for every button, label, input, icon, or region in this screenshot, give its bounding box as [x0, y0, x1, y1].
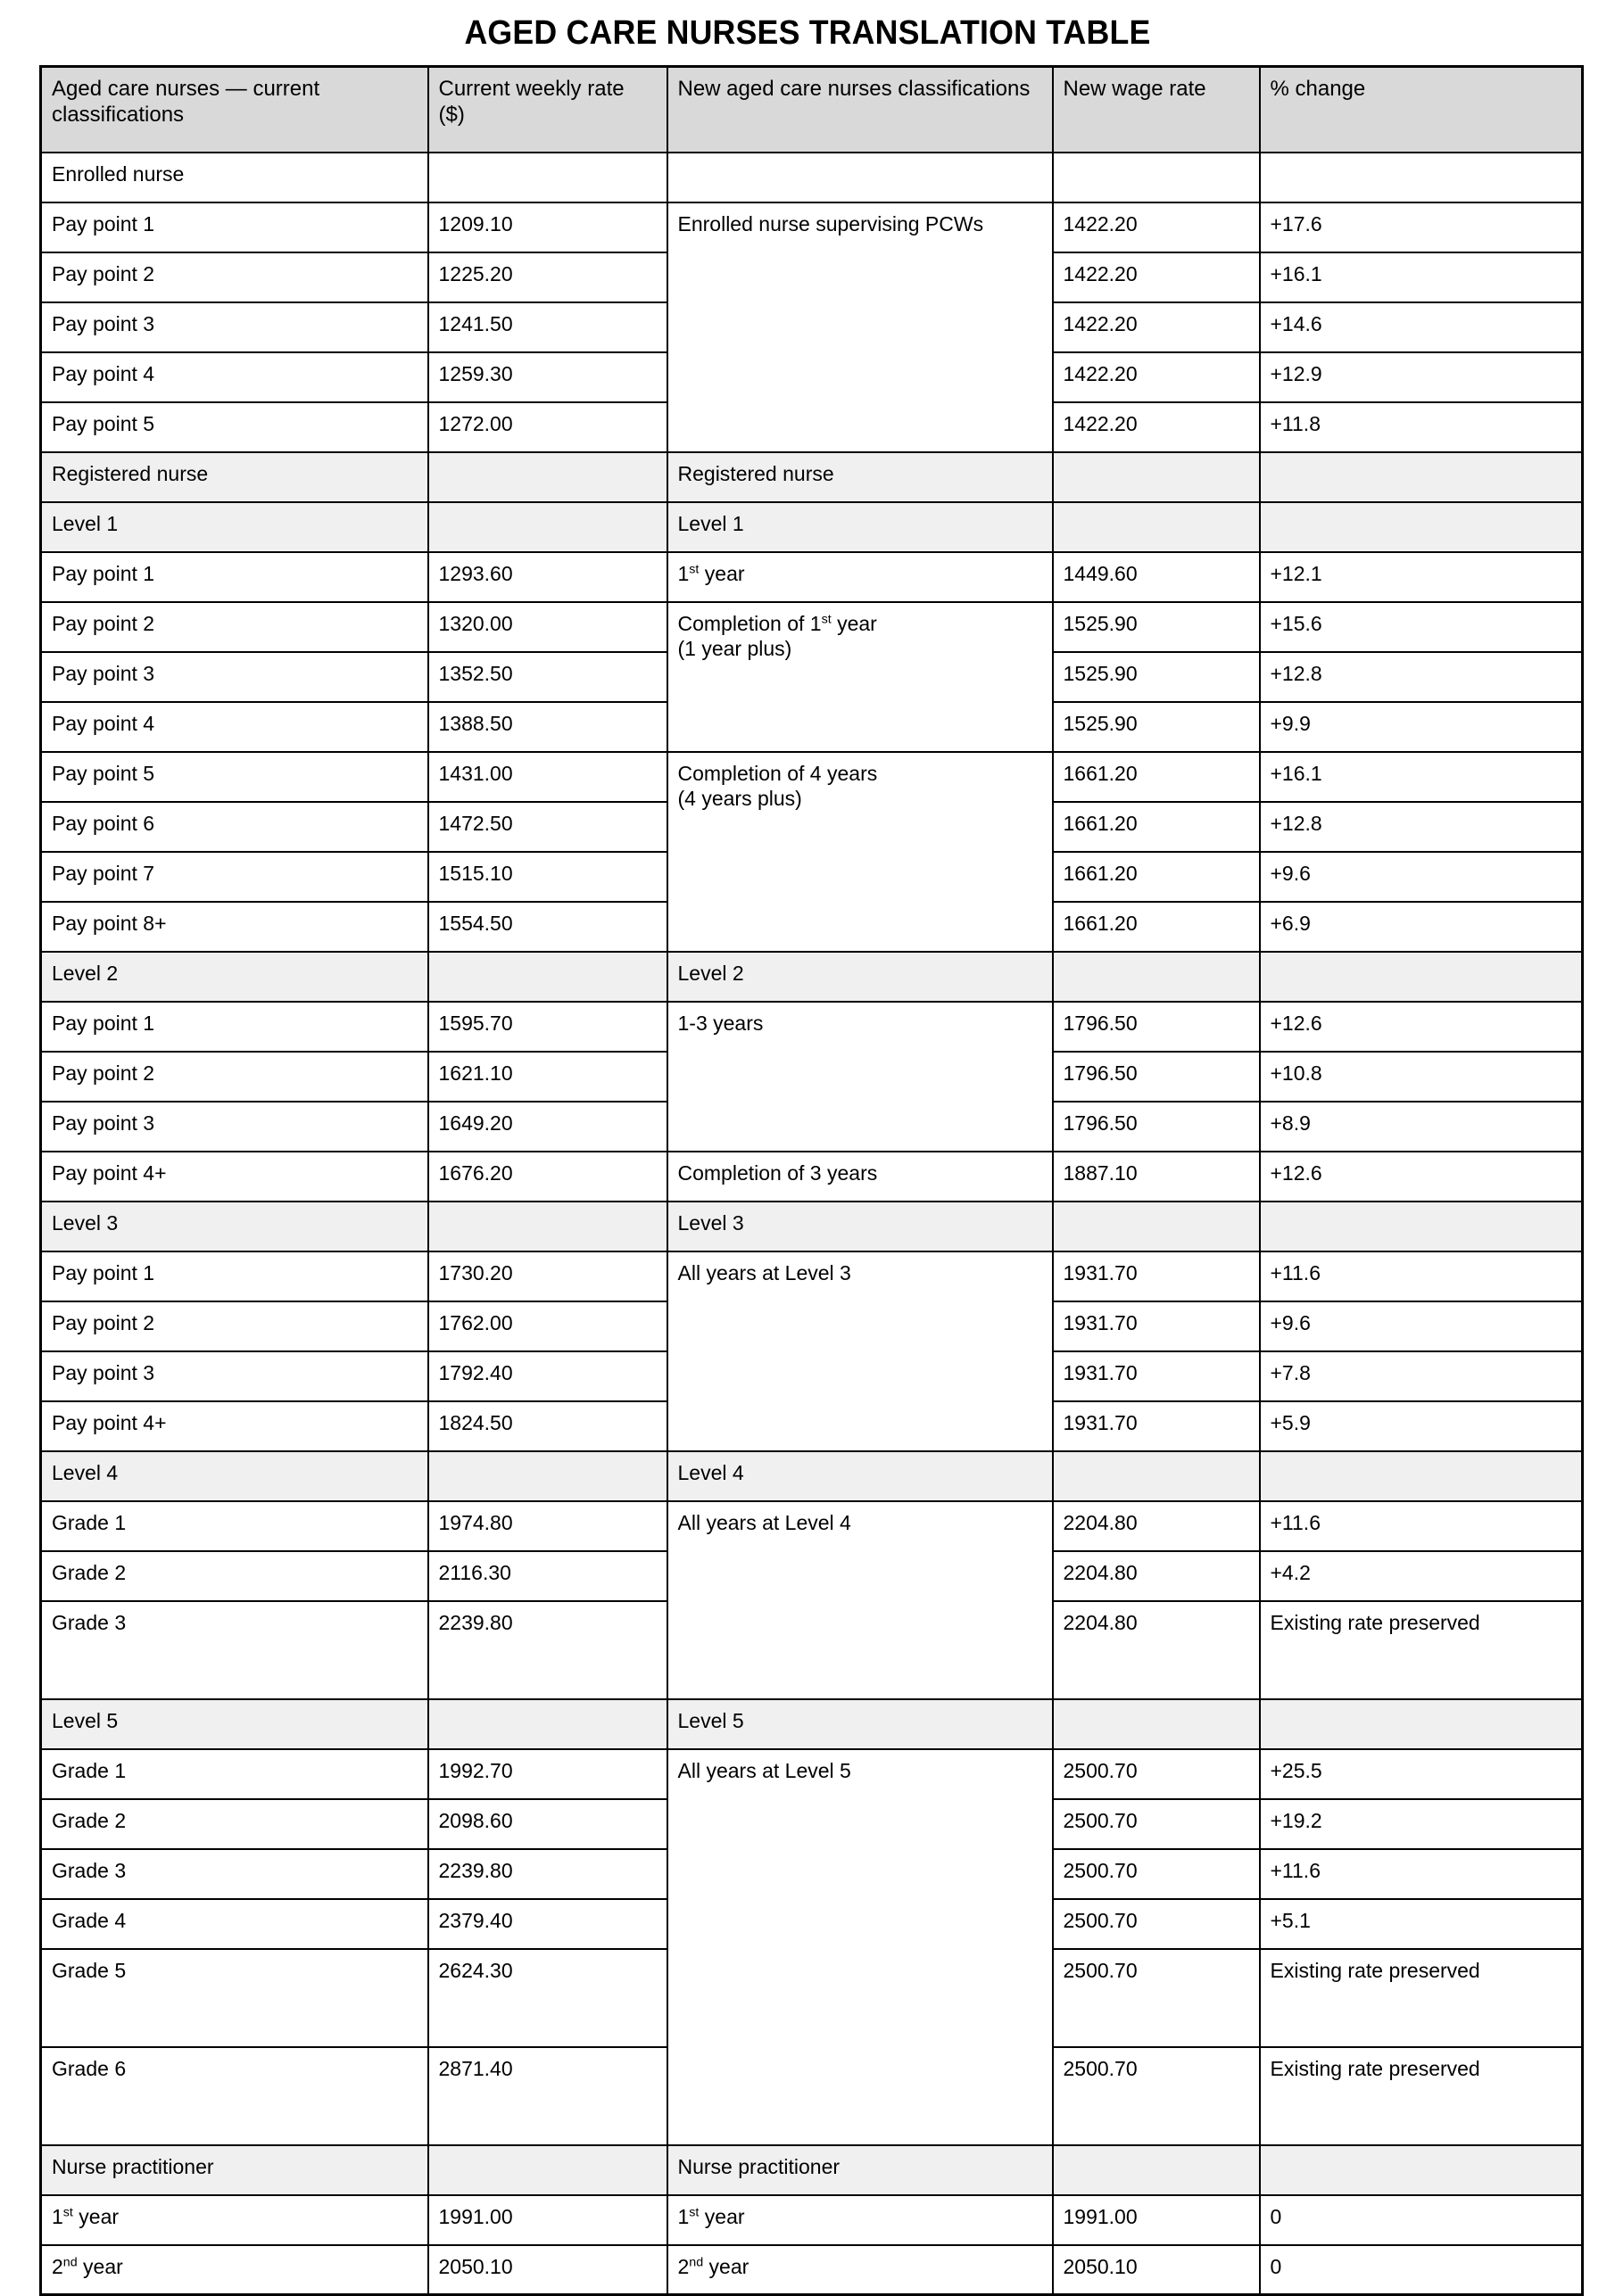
cell-classification: Pay point 6 [41, 802, 428, 852]
empty-cell [1260, 502, 1583, 552]
cell-new-rate: 2204.80 [1053, 1501, 1260, 1551]
cell-current-rate: 1676.20 [428, 1152, 667, 1202]
cell-classification: Pay point 3 [41, 302, 428, 352]
cell-classification: Grade 1 [41, 1749, 428, 1799]
cell-percent-change: +12.6 [1260, 1002, 1583, 1052]
cell-new-rate: 2500.70 [1053, 1849, 1260, 1899]
empty-cell [428, 1699, 667, 1749]
cell-current-rate: 1974.80 [428, 1501, 667, 1551]
cell-new-rate: 1887.10 [1053, 1152, 1260, 1202]
cell-current-rate: 1225.20 [428, 252, 667, 302]
cell-classification: Pay point 3 [41, 652, 428, 702]
table-row [41, 752, 1583, 802]
cell-percent-change: 0 [1260, 2245, 1583, 2295]
cell-new-classification-group: Completion of 3 years [667, 1152, 1053, 1202]
cell-percent-change: +19.2 [1260, 1799, 1583, 1849]
cell-current-rate: 1991.00 [428, 2195, 667, 2245]
cell-current-rate: 1388.50 [428, 702, 667, 752]
cell-new-rate: 1661.20 [1053, 852, 1260, 902]
section-header-level-3 [41, 1202, 1583, 1251]
cell-new-rate: 1422.20 [1053, 202, 1260, 252]
cell-new-rate: 1931.70 [1053, 1351, 1260, 1401]
cell-current-rate: 2379.40 [428, 1899, 667, 1949]
cell-current-rate: 1992.70 [428, 1749, 667, 1799]
empty-cell [428, 1451, 667, 1501]
empty-cell [428, 1202, 667, 1251]
empty-cell [667, 153, 1053, 202]
cell-percent-change: +12.8 [1260, 652, 1583, 702]
cell-percent-change: +11.6 [1260, 1849, 1583, 1899]
section-header-enrolled-nurse [41, 153, 1583, 202]
empty-cell [1260, 1451, 1583, 1501]
cell-current-rate: 2871.40 [428, 2047, 667, 2145]
cell-classification: Pay point 1 [41, 1002, 428, 1052]
cell-percent-change: +14.6 [1260, 302, 1583, 352]
section-label-level2-current: Level 2 [41, 952, 428, 1002]
empty-cell [1260, 2145, 1583, 2195]
section-header-level-1 [41, 502, 1583, 552]
cell-new-classification-group [667, 752, 1053, 952]
np-second-year-current: 2nd year [52, 2254, 123, 2278]
cell-new-rate: 1796.50 [1053, 1002, 1260, 1052]
cell-percent-change: Existing rate preserved [1260, 1601, 1583, 1699]
cell-classification [41, 2245, 428, 2295]
cell-classification: Grade 2 [41, 1551, 428, 1601]
cell-classification: Pay point 3 [41, 1102, 428, 1152]
section-label-registered-nurse-current: Registered nurse [41, 452, 428, 502]
cell-classification: Grade 3 [41, 1849, 428, 1899]
section-label-level2-new: Level 2 [667, 952, 1053, 1002]
cell-new-rate: 1422.20 [1053, 252, 1260, 302]
empty-cell [428, 452, 667, 502]
cell-current-rate: 1472.50 [428, 802, 667, 852]
section-label-level1-new: Level 1 [667, 502, 1053, 552]
section-label-np-current: Nurse practitioner [41, 2145, 428, 2195]
empty-cell [428, 153, 667, 202]
section-label-registered-nurse-new: Registered nurse [667, 452, 1053, 502]
cell-classification: Pay point 2 [41, 1052, 428, 1102]
column-header-new-wage-rate: New wage rate [1053, 67, 1260, 153]
cell-current-rate: 1431.00 [428, 752, 667, 802]
section-label-enrolled-nurse: Enrolled nurse [41, 153, 428, 202]
section-label-level5-current: Level 5 [41, 1699, 428, 1749]
cell-classification: Pay point 4+ [41, 1401, 428, 1451]
cell-new-rate: 1661.20 [1053, 902, 1260, 952]
cell-new-rate: 1525.90 [1053, 652, 1260, 702]
cell-percent-change: +5.9 [1260, 1401, 1583, 1451]
cell-new-rate: 2500.70 [1053, 1899, 1260, 1949]
cell-percent-change: +12.1 [1260, 552, 1583, 602]
empty-cell [428, 2145, 667, 2195]
cell-new-rate: 1422.20 [1053, 402, 1260, 452]
cell-new-classification-group: Enrolled nurse supervising PCWs [667, 202, 1053, 452]
section-label-np-new: Nurse practitioner [667, 2145, 1053, 2195]
cell-percent-change: +10.8 [1260, 1052, 1583, 1102]
cell-current-rate: 1762.00 [428, 1301, 667, 1351]
cell-current-rate: 1209.10 [428, 202, 667, 252]
cell-percent-change: +7.8 [1260, 1351, 1583, 1401]
cell-percent-change: +17.6 [1260, 202, 1583, 252]
empty-cell [1260, 1699, 1583, 1749]
cell-classification: Pay point 1 [41, 202, 428, 252]
cell-current-rate: 1272.00 [428, 402, 667, 452]
section-header-level-2 [41, 952, 1583, 1002]
section-label-level4-current: Level 4 [41, 1451, 428, 1501]
cell-percent-change: +9.6 [1260, 1301, 1583, 1351]
column-header-current-weekly-rate: Current weekly rate ($) [428, 67, 667, 153]
cell-current-rate: 1792.40 [428, 1351, 667, 1401]
cell-new-rate: 1422.20 [1053, 302, 1260, 352]
cell-current-rate: 1649.20 [428, 1102, 667, 1152]
column-header-current-classifications: Aged care nurses — current classifications [41, 67, 428, 153]
section-header-level-5 [41, 1699, 1583, 1749]
cell-classification: Pay point 1 [41, 1251, 428, 1301]
cell-classification: Grade 6 [41, 2047, 428, 2145]
page-title: AGED CARE NURSES TRANSLATION TABLE [464, 14, 1151, 52]
section-label-level1-current: Level 1 [41, 502, 428, 552]
np-first-year-current: 1st year [52, 2204, 120, 2228]
cell-current-rate: 2239.80 [428, 1849, 667, 1899]
cell-current-rate: 1352.50 [428, 652, 667, 702]
cell-percent-change: +9.6 [1260, 852, 1583, 902]
cell-current-rate: 1824.50 [428, 1401, 667, 1451]
cell-current-rate: 2050.10 [428, 2245, 667, 2295]
cell-new-rate: 1796.50 [1053, 1052, 1260, 1102]
cell-new-classification-group [667, 2195, 1053, 2245]
cell-new-rate: 2204.80 [1053, 1551, 1260, 1601]
table-row [41, 1152, 1583, 1202]
cell-percent-change: +6.9 [1260, 902, 1583, 952]
translation-table [39, 65, 1584, 2296]
cell-percent-change: +11.8 [1260, 402, 1583, 452]
empty-cell [428, 952, 667, 1002]
empty-cell [1053, 153, 1260, 202]
group-label-first-year: 1st year [677, 561, 745, 585]
cell-percent-change: +16.1 [1260, 752, 1583, 802]
cell-percent-change: +12.8 [1260, 802, 1583, 852]
empty-cell [1053, 2145, 1260, 2195]
cell-new-rate: 1991.00 [1053, 2195, 1260, 2245]
table-row [41, 202, 1583, 252]
table-row [41, 552, 1583, 602]
cell-percent-change: +12.6 [1260, 1152, 1583, 1202]
cell-classification: Pay point 2 [41, 1301, 428, 1351]
np-first-year-new: 1st year [677, 2204, 745, 2228]
cell-percent-change: Existing rate preserved [1260, 1949, 1583, 2047]
cell-current-rate: 1293.60 [428, 552, 667, 602]
table-row [41, 1749, 1583, 1799]
empty-cell [1053, 1202, 1260, 1251]
cell-percent-change: +25.5 [1260, 1749, 1583, 1799]
table-header-row [41, 67, 1583, 153]
cell-classification: Pay point 2 [41, 602, 428, 652]
cell-percent-change: +15.6 [1260, 602, 1583, 652]
cell-new-rate: 1525.90 [1053, 602, 1260, 652]
cell-classification: Pay point 7 [41, 852, 428, 902]
np-second-year-new: 2nd year [677, 2254, 750, 2278]
table-row [41, 1002, 1583, 1052]
empty-cell [1053, 1699, 1260, 1749]
section-label-level5-new: Level 5 [667, 1699, 1053, 1749]
cell-percent-change: 0 [1260, 2195, 1583, 2245]
cell-new-rate: 1525.90 [1053, 702, 1260, 752]
cell-new-rate: 1931.70 [1053, 1251, 1260, 1301]
cell-new-rate: 2500.70 [1053, 1749, 1260, 1799]
group-label-completion-1-year: Completion of 1st year (1 year plus) [677, 611, 877, 660]
cell-classification: Grade 3 [41, 1601, 428, 1699]
cell-new-rate: 2050.10 [1053, 2245, 1260, 2295]
cell-classification: Pay point 2 [41, 252, 428, 302]
cell-percent-change: +11.6 [1260, 1251, 1583, 1301]
section-header-level-4 [41, 1451, 1583, 1501]
cell-percent-change: Existing rate preserved [1260, 2047, 1583, 2145]
cell-percent-change: +16.1 [1260, 252, 1583, 302]
table-row [41, 1501, 1583, 1551]
cell-classification: Grade 5 [41, 1949, 428, 2047]
empty-cell [1260, 952, 1583, 1002]
cell-percent-change: +5.1 [1260, 1899, 1583, 1949]
cell-classification: Pay point 4+ [41, 1152, 428, 1202]
cell-percent-change: +11.6 [1260, 1501, 1583, 1551]
cell-new-rate: 1422.20 [1053, 352, 1260, 402]
cell-new-rate: 1661.20 [1053, 752, 1260, 802]
cell-current-rate: 1241.50 [428, 302, 667, 352]
cell-new-classification-group: All years at Level 5 [667, 1749, 1053, 2145]
empty-cell [1260, 452, 1583, 502]
cell-classification: Pay point 5 [41, 402, 428, 452]
cell-classification: Grade 1 [41, 1501, 428, 1551]
cell-new-rate: 2500.70 [1053, 1799, 1260, 1849]
cell-classification: Pay point 4 [41, 352, 428, 402]
section-label-level3-current: Level 3 [41, 1202, 428, 1251]
empty-cell [1053, 452, 1260, 502]
section-label-level4-new: Level 4 [667, 1451, 1053, 1501]
empty-cell [1260, 1202, 1583, 1251]
cell-classification: Pay point 8+ [41, 902, 428, 952]
cell-percent-change: +4.2 [1260, 1551, 1583, 1601]
cell-classification: Grade 4 [41, 1899, 428, 1949]
cell-new-rate: 1661.20 [1053, 802, 1260, 852]
cell-percent-change: +8.9 [1260, 1102, 1583, 1152]
cell-new-classification-group: 1-3 years [667, 1002, 1053, 1152]
empty-cell [1053, 952, 1260, 1002]
cell-percent-change: +12.9 [1260, 352, 1583, 402]
cell-current-rate: 2116.30 [428, 1551, 667, 1601]
empty-cell [1260, 153, 1583, 202]
cell-current-rate: 2098.60 [428, 1799, 667, 1849]
cell-classification: Pay point 3 [41, 1351, 428, 1401]
table-row [41, 602, 1583, 652]
cell-new-classification-group: All years at Level 4 [667, 1501, 1053, 1699]
cell-new-classification-group [667, 602, 1053, 752]
empty-cell [1053, 1451, 1260, 1501]
cell-classification: Pay point 4 [41, 702, 428, 752]
cell-new-rate: 2204.80 [1053, 1601, 1260, 1699]
cell-current-rate: 2239.80 [428, 1601, 667, 1699]
cell-new-rate: 1796.50 [1053, 1102, 1260, 1152]
cell-current-rate: 1595.70 [428, 1002, 667, 1052]
cell-classification: Grade 2 [41, 1799, 428, 1849]
cell-new-rate: 1931.70 [1053, 1301, 1260, 1351]
cell-current-rate: 1554.50 [428, 902, 667, 952]
cell-new-rate: 2500.70 [1053, 2047, 1260, 2145]
empty-cell [1053, 502, 1260, 552]
cell-classification [41, 2195, 428, 2245]
cell-new-classification-group [667, 2245, 1053, 2295]
cell-classification: Pay point 5 [41, 752, 428, 802]
cell-new-rate: 1931.70 [1053, 1401, 1260, 1451]
cell-current-rate: 2624.30 [428, 1949, 667, 2047]
cell-new-rate: 2500.70 [1053, 1949, 1260, 2047]
section-label-level3-new: Level 3 [667, 1202, 1053, 1251]
cell-percent-change: +9.9 [1260, 702, 1583, 752]
cell-new-classification-group [667, 552, 1053, 602]
table-row [41, 2245, 1583, 2295]
cell-current-rate: 1730.20 [428, 1251, 667, 1301]
table-row [41, 2195, 1583, 2245]
cell-current-rate: 1621.10 [428, 1052, 667, 1102]
section-header-nurse-practitioner [41, 2145, 1583, 2195]
table-row [41, 1251, 1583, 1301]
group-label-completion-4-years: Completion of 4 years (4 years plus) [677, 761, 878, 810]
empty-cell [428, 502, 667, 552]
cell-current-rate: 1515.10 [428, 852, 667, 902]
cell-current-rate: 1320.00 [428, 602, 667, 652]
cell-classification: Pay point 1 [41, 552, 428, 602]
cell-new-rate: 1449.60 [1053, 552, 1260, 602]
cell-current-rate: 1259.30 [428, 352, 667, 402]
column-header-new-classifications: New aged care nurses classifications [667, 67, 1053, 153]
cell-new-classification-group: All years at Level 3 [667, 1251, 1053, 1451]
column-header-percent-change: % change [1260, 67, 1583, 153]
section-header-registered-nurse [41, 452, 1583, 502]
